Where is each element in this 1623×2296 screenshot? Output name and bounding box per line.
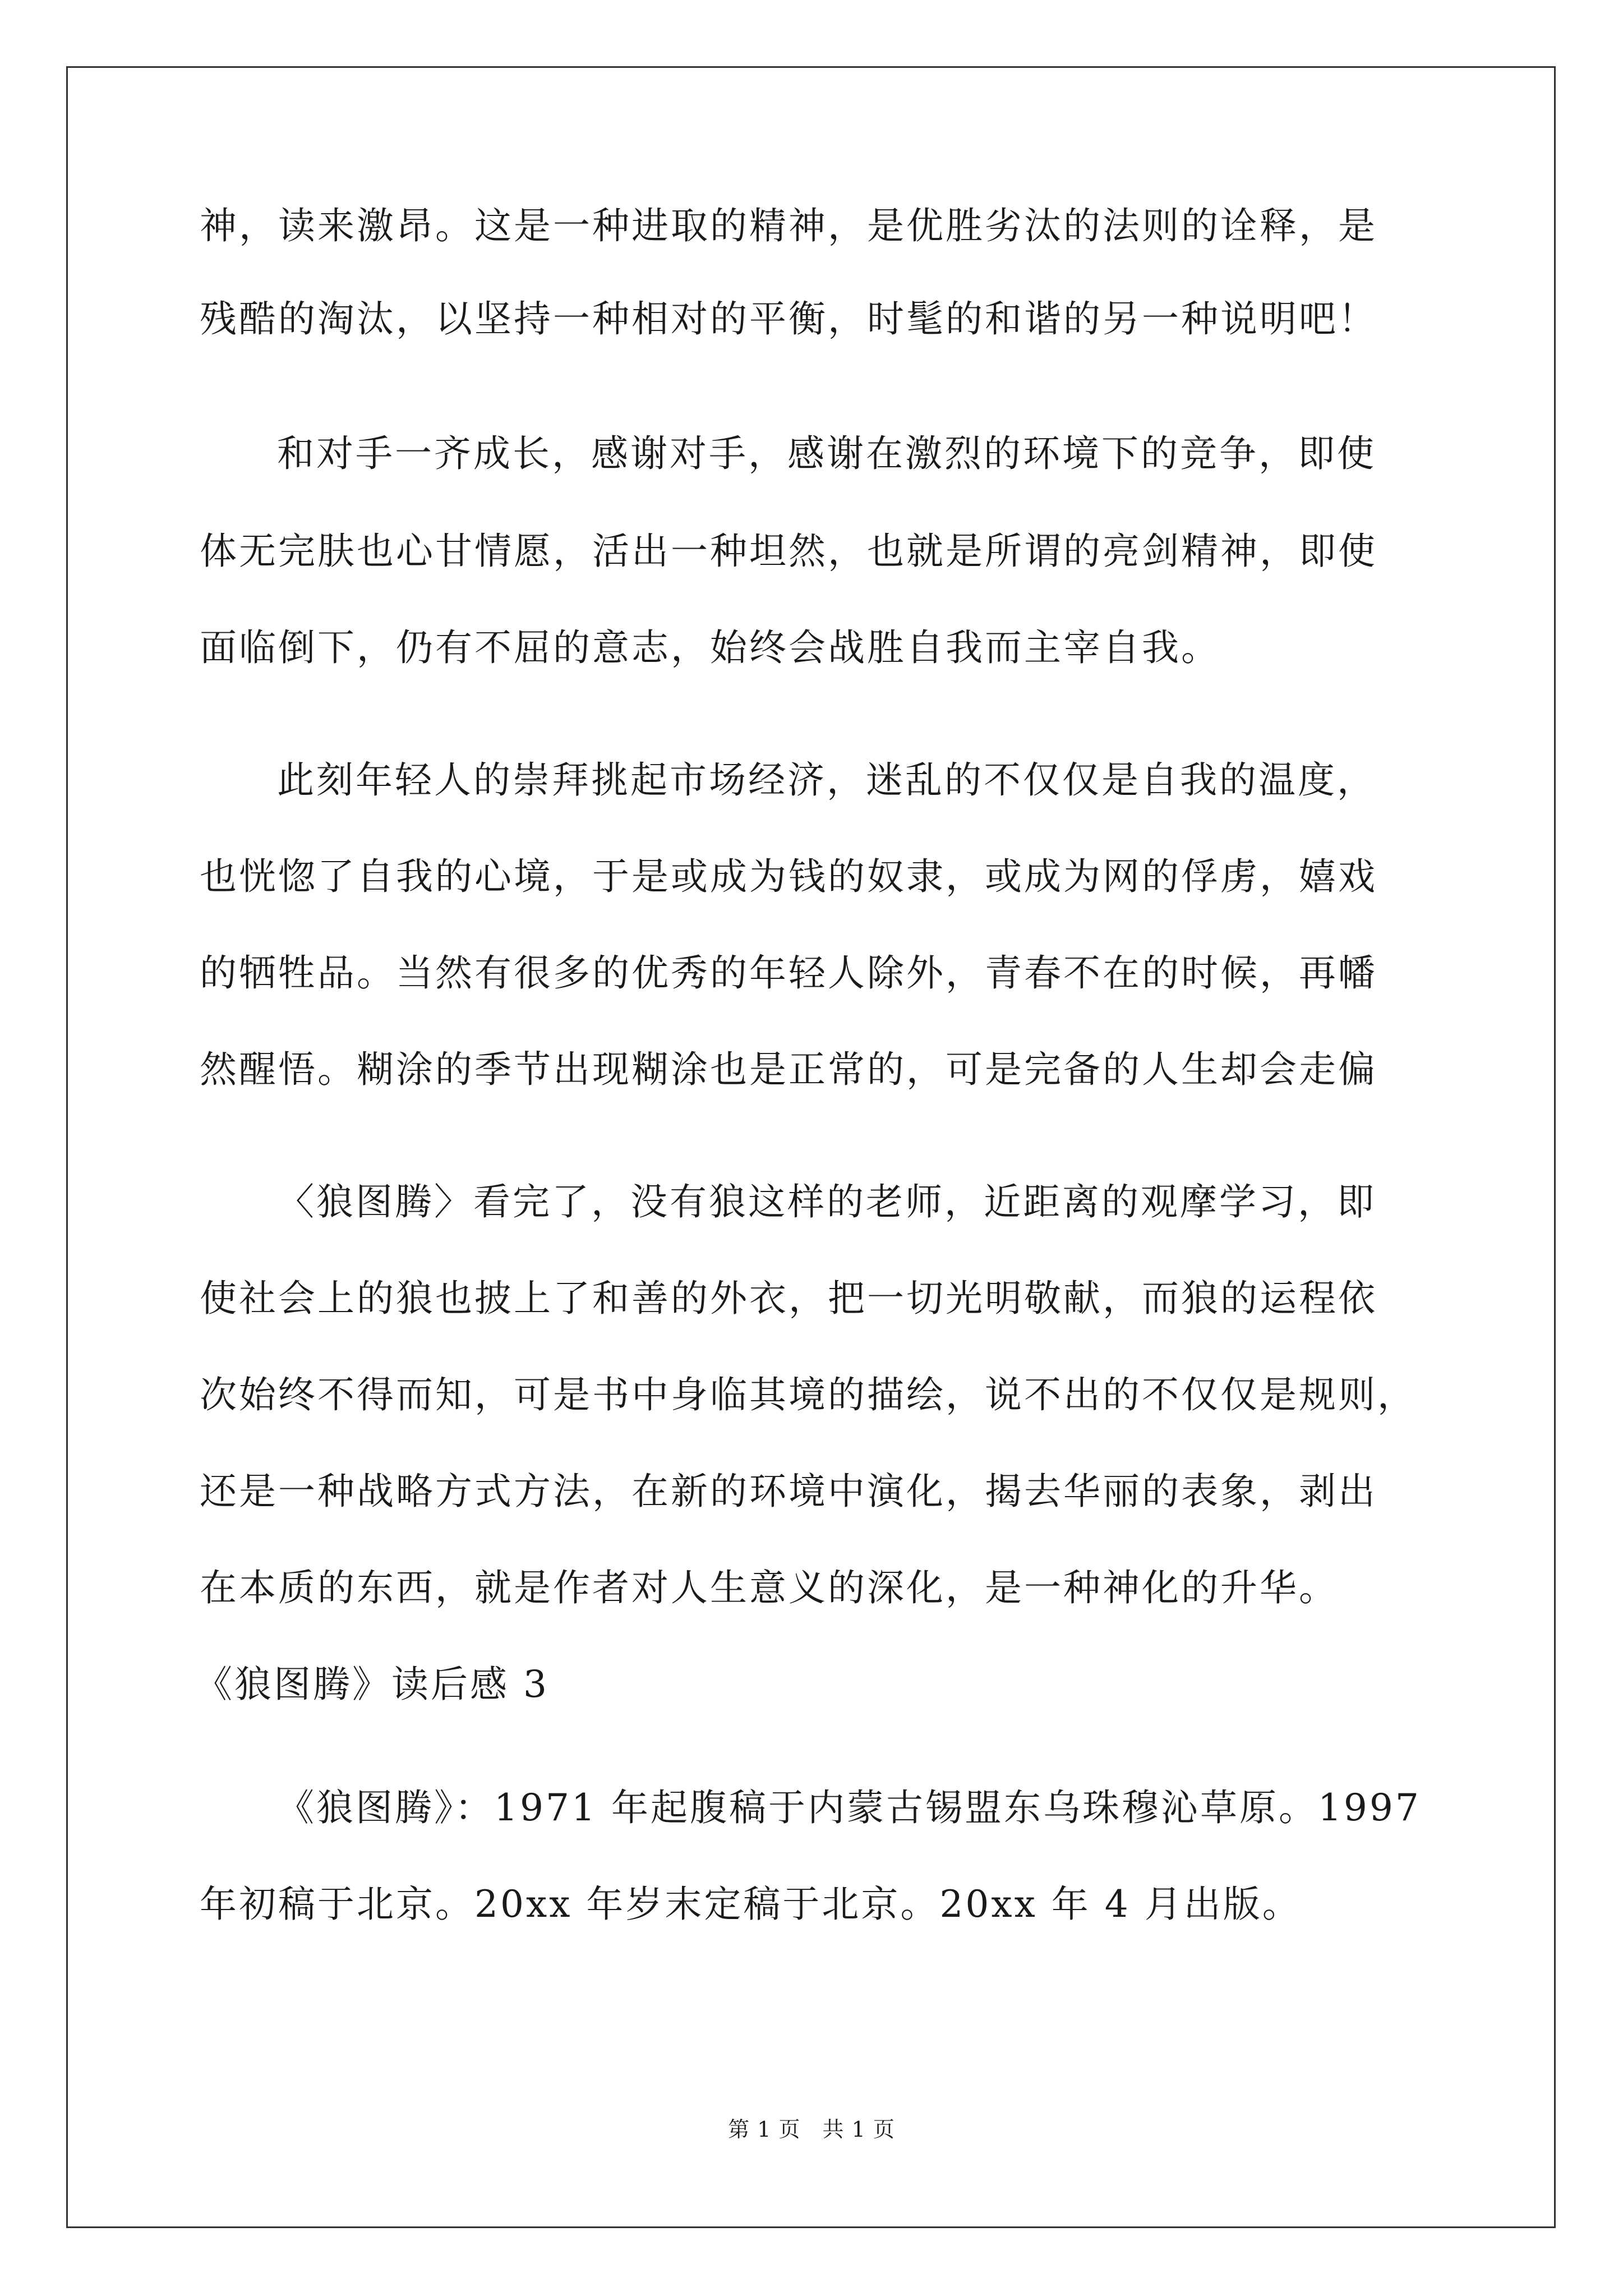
- paragraph-line: 此刻年轻人的崇拜挑起市场经济，迷乱的不仅仅是自我的温度，: [277, 758, 1376, 802]
- paragraph-line: 《狼图腾》：1971 年起腹稿于内蒙古锡盟东乌珠穆沁草原。1997: [277, 1786, 1421, 1829]
- paragraph-line: 残酷的淘汰，以坚持一种相对的平衡，时髦的和谐的另一种说明吧！: [200, 297, 1377, 341]
- paragraph-line: 在本质的东西，就是作者对人生意义的深化，是一种神化的升华。: [200, 1566, 1338, 1609]
- paragraph-line: 次始终不得而知，可是书中身临其境的描绘，说不出的不仅仅是规则，: [200, 1373, 1417, 1416]
- paragraph-line: 年初稿于北京。20xx 年岁末定稿于北京。20xx 年 4 月出版。: [200, 1883, 1302, 1926]
- paragraph-line: 然醒悟。糊涂的季节出现糊涂也是正常的，可是完备的人生却会走偏: [200, 1048, 1377, 1091]
- paragraph-line: 神，读来激昂。这是一种进取的精神，是优胜劣汰的法则的诠释，是: [200, 204, 1377, 247]
- section-heading: 《狼图腾》读后感 3: [195, 1663, 549, 1706]
- paragraph-line: 也恍惚了自我的心境，于是或成为钱的奴隶，或成为网的俘虏，嬉戏: [200, 855, 1377, 898]
- page-number: 第 1 页 共 1 页: [728, 2117, 895, 2142]
- paragraph-line: 面临倒下，仍有不屈的意志，始终会战胜自我而主宰自我。: [200, 626, 1220, 669]
- paragraph-line: 的牺牲品。当然有很多的优秀的年轻人除外，青春不在的时候，再幡: [200, 951, 1377, 995]
- paragraph-line: 〈狼图腾〉看完了，没有狼这样的老师，近距离的观摩学习，即: [277, 1180, 1376, 1223]
- paragraph-line: 还是一种战略方式方法，在新的环境中演化，揭去华丽的表象，剥出: [200, 1470, 1377, 1513]
- paragraph-line: 和对手一齐成长，感谢对手，感谢在激烈的环境下的竞争，即使: [277, 432, 1376, 475]
- paragraph-line: 体无完肤也心甘情愿，活出一种坦然，也就是所谓的亮剑精神，即使: [200, 530, 1377, 573]
- paragraph-line: 使社会上的狼也披上了和善的外衣，把一切光明敬献，而狼的运程依: [200, 1277, 1377, 1320]
